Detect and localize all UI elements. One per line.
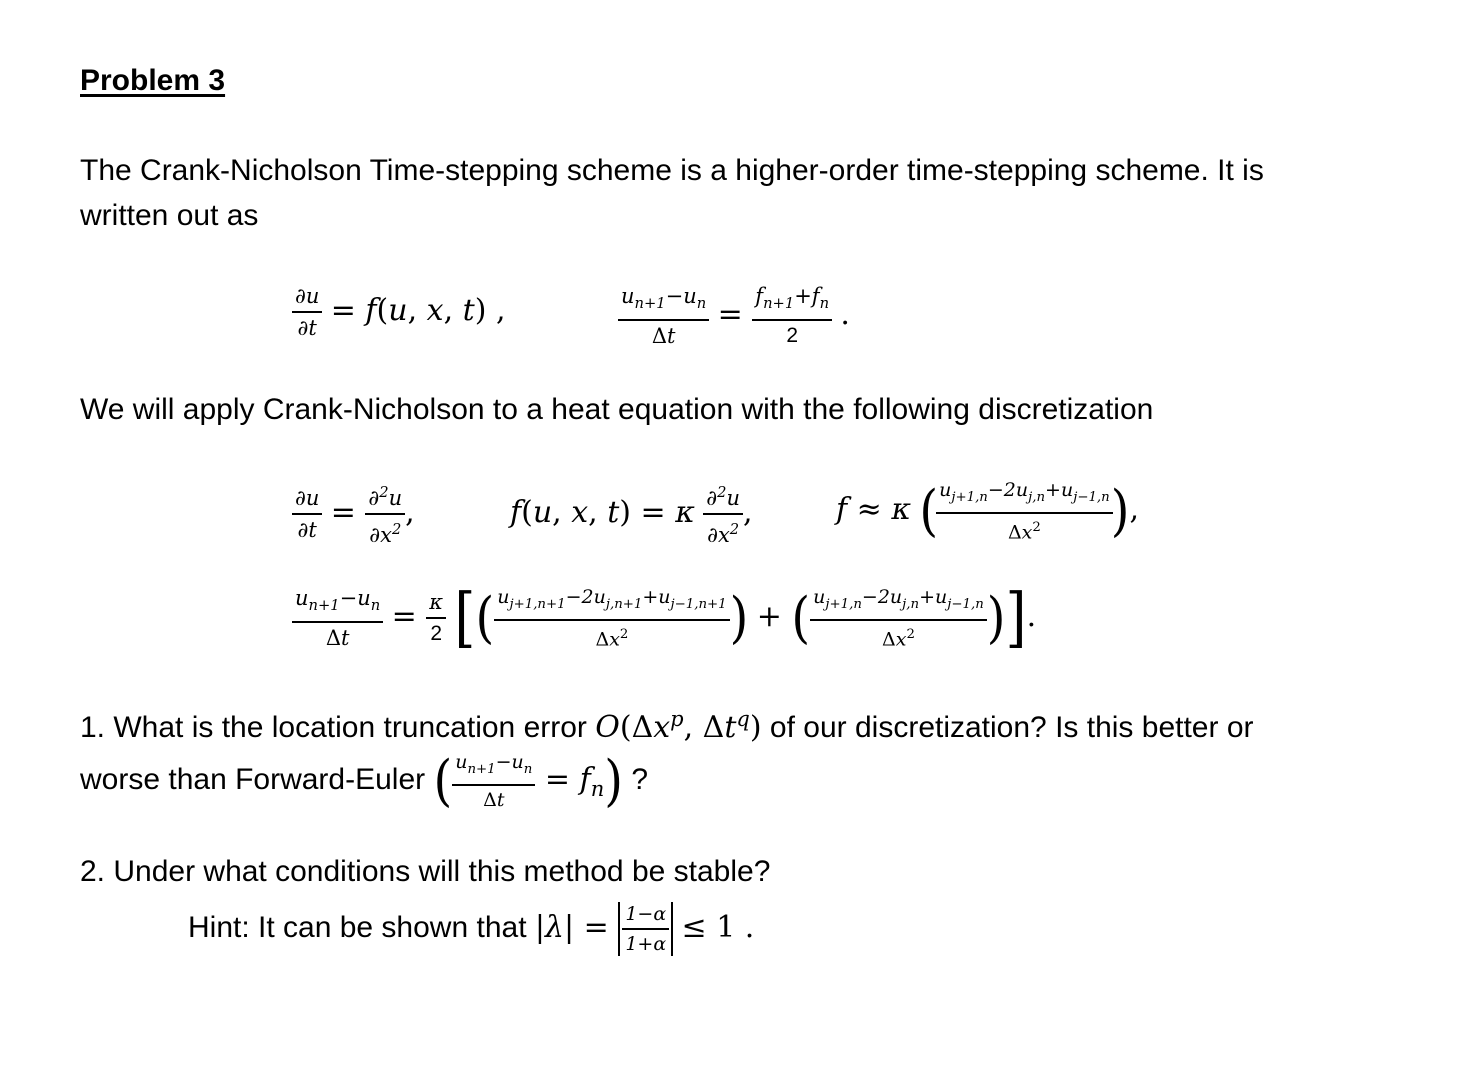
- f-approximation: f ≈ κ ( $\frac{u_{j+1,n}-2u_{j,n}+u_{j-1,n}}{\Delta x^2}$ ),: [836, 478, 1139, 544]
- question-1-line-2: worse than Forward-Euler ( $\frac{u_{n+1}-u_n}{\Delta t}$ = $f_n$) ?: [80, 748, 648, 814]
- crank-nicholson-scheme: $\frac{u_{n+1}-u_n}{\Delta t}$ = $\frac{f_{n+1}+f_n}{2}$ .: [618, 283, 850, 349]
- q1-text-d: ?: [631, 762, 648, 796]
- q1-text-b: of our discretization? Is this better or: [761, 711, 1254, 744]
- hint-text: Hint: It can be shown that: [188, 910, 535, 944]
- intro-line-1: The Crank-Nicholson Time-stepping scheme is a higher-order time-stepping scheme. It is: [80, 154, 1264, 187]
- hint-line: Hint: It can be shown that |λ| = $\frac{1-\alpha}{1+\alpha}$ ≤ 1 .: [188, 903, 755, 955]
- cn-discretization: $\frac{u_{n+1}-u_n}{\Delta t}$ = $\frac{\kappa}{2}$ [( $\frac{u_{j+1,n+1}-2u_{j,n+1}+u_{j-1,n+1}}{\Delta x^2}$ ) + ( $\frac{u_{j+1,n}-2u_{j,n}+u_{j-1,n}}{\Delta x^2}$ )].: [292, 585, 1036, 651]
- amplification-factor: $\frac{1-\alpha}{1+\alpha}$: [618, 902, 673, 956]
- problem-title: Problem 3: [80, 64, 226, 97]
- forward-euler-expr: (: [433, 748, 453, 814]
- intro-line-2: written out as: [80, 199, 259, 232]
- q1-text-a: 1. What is the location truncation error: [80, 711, 596, 744]
- question-2: 2. Under what conditions will this method be stable?: [80, 855, 771, 888]
- ode-equation: $\frac{\partial u}{\partial t}$ = f(u, x, t) ,: [292, 283, 506, 341]
- question-1-line-1: 1. What is the location truncation error $O(\Delta x^p$, $\Delta t^q$) of our discretization? Is this better or: [80, 707, 1254, 745]
- q1-text-c: worse than Forward-Euler: [80, 762, 434, 796]
- f-definition: f(u, x, t) = κ $\frac{\partial^2u}{\partial x^2}$ ,: [510, 480, 753, 548]
- apply-text: We will apply Crank-Nicholson to a heat equation with the following discretization: [80, 393, 1154, 426]
- heat-equation: $\frac{\partial u}{\partial t}$ = $\frac{\partial^2u}{\partial x^2}$ ,: [292, 480, 415, 548]
- truncation-error-expr: O: [595, 710, 620, 745]
